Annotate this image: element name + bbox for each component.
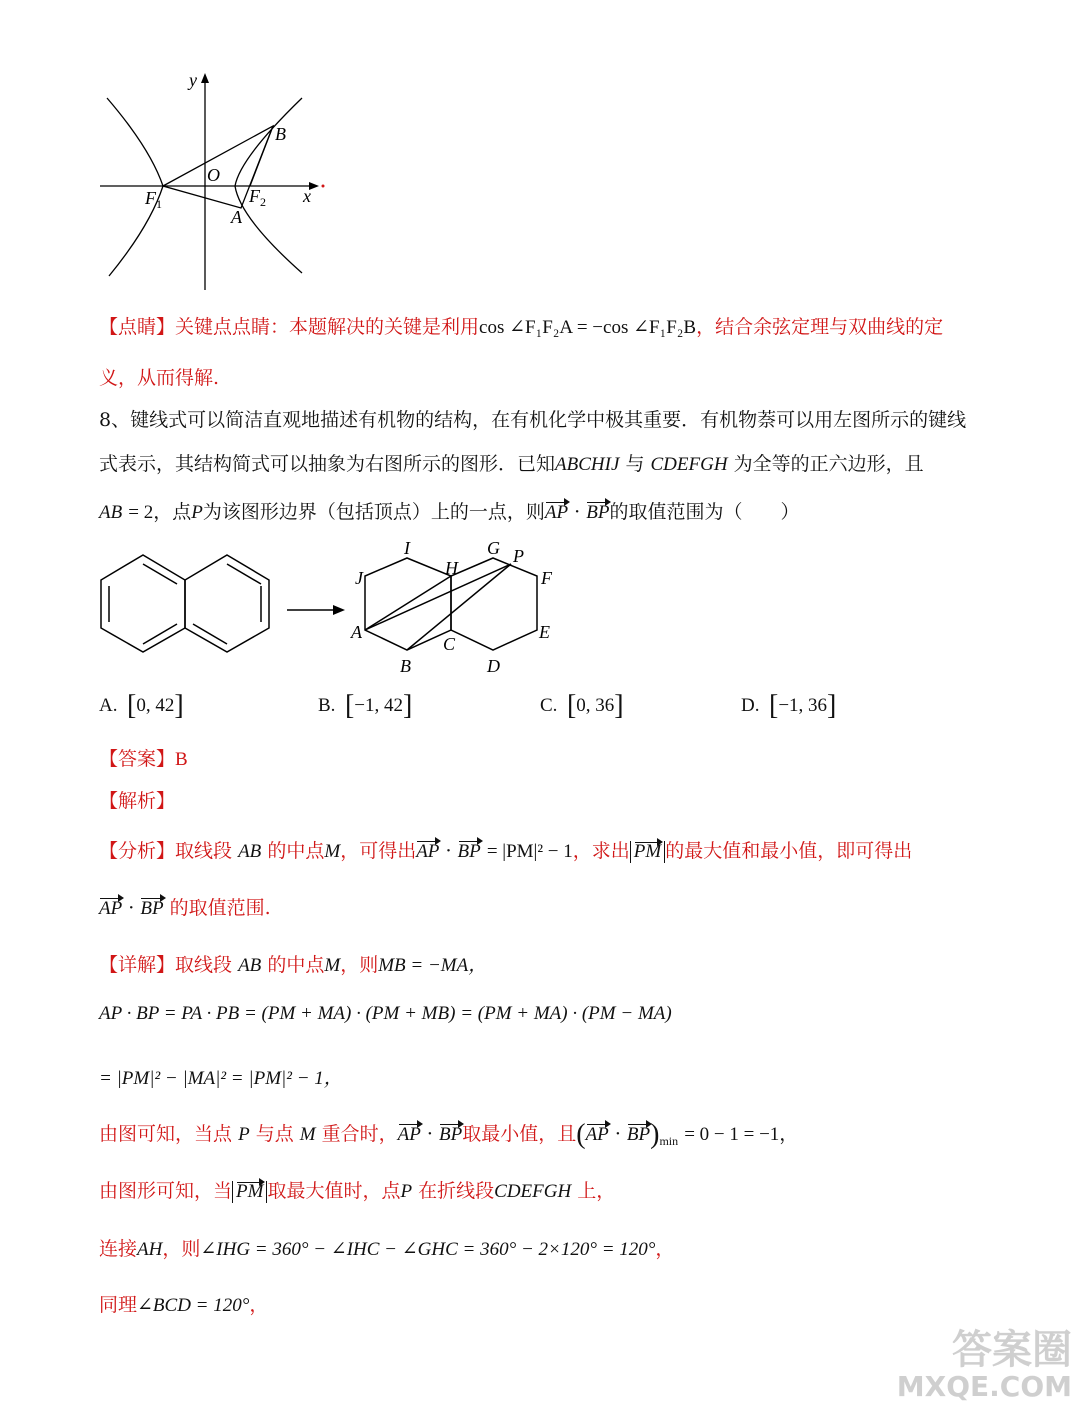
q8-line2: 式表示，其结构简式可以抽象为右图所示的图形．已知ABCHIJ 与 CDEFGH 为全等的正六边形，且	[99, 453, 924, 475]
hex-label-B: B	[400, 656, 411, 676]
option-d[interactable]: D. [−1, 36]	[741, 690, 837, 721]
hex-label-A: A	[351, 622, 362, 642]
dianjing-formula: cos ∠F₁F₂A = −cos ∠F₁F₂B	[479, 317, 697, 338]
hex-label-C: C	[443, 634, 456, 654]
option-b[interactable]: B. [−1, 42]	[318, 690, 413, 721]
dianjing-line2: 义，从而得解.	[99, 367, 220, 389]
hex-label-P: P	[513, 546, 524, 566]
option-a[interactable]: A. [0, 42]	[99, 690, 184, 721]
svg-text:F1	[144, 188, 162, 211]
label-F1: F	[145, 188, 156, 208]
xiangjie-line6: 连接AH，则∠IHG = 360° − ∠IHC − ∠GHC = 360° − 2×120° = 120°，	[99, 1238, 675, 1260]
analysis-tag: 【解析】	[99, 790, 176, 812]
fenxi-line2: AP · BP 的取值范围.	[99, 897, 271, 919]
hex-label-F: F	[541, 568, 552, 588]
hex-label-E: E	[539, 622, 550, 642]
dianjing-tag: 【点睛】	[99, 316, 176, 338]
xiangjie-line5: 由图形可知，当 PM 取最大值时，点P 在折线段CDEFGH 上，	[99, 1180, 616, 1202]
q8-line1: 8、键线式可以简洁直观地描述有机物的结构，在有机化学中极其重要．有机物萘可以用左图所示的键线	[99, 409, 967, 431]
dianjing-text2: ，结合余弦定理与双曲线的定	[696, 316, 944, 338]
svg-text:F2	[248, 186, 266, 209]
option-c[interactable]: C. [0, 36]	[540, 690, 624, 721]
answer-line: 【答案】B	[99, 748, 188, 770]
xiangjie-line7: 同理∠BCD = 120°，	[99, 1294, 269, 1316]
hex-label-I: I	[404, 540, 410, 558]
q8-line3: AB = 2，点P为该图形边界（包括顶点）上的一点，则AP · BP的取值范围为（ ）	[99, 501, 800, 523]
label-F2-sub: 2	[260, 195, 266, 209]
hex-label-H: H	[445, 558, 458, 578]
xiangjie-eq3: = |PM|² − |MA|² = |PM|² − 1，	[99, 1068, 343, 1089]
label-B: B	[275, 124, 286, 144]
label-F2: F	[249, 186, 260, 206]
xiangjie-line4: 由图可知，当点 P 与点 M 重合时，AP · BP取最小值，且$(AP \cdot BP)_{min} = 0 - 1 = -1$，	[99, 1119, 799, 1150]
hex-label-J: J	[355, 568, 363, 588]
label-x: x	[303, 186, 311, 206]
label-O: O	[207, 165, 220, 185]
hex-label-D: D	[487, 656, 500, 676]
fenxi-line1: 【分析】取线段 AB 的中点M，可得出AP · BP = |PM|² − 1，求出 PM 的最大值和最小值，即可得出	[99, 840, 913, 862]
xiangjie-line1: 【详解】取线段 AB 的中点M，则MB = −MA，	[99, 954, 488, 976]
dianjing-line1	[99, 312, 943, 339]
label-F1-sub: 1	[156, 197, 162, 211]
dianjing-text1: 关键点点睛：本题解决的关键是利用	[175, 316, 480, 338]
label-A: A	[231, 207, 242, 227]
hyperbola-figure	[95, 68, 335, 293]
watermark-bottom: MXQE.COM	[896, 1370, 1072, 1403]
naphthalene-figure	[95, 540, 565, 680]
xiangjie-eq2: AP · BP = PA · PB = (PM + MA) · (PM + MB) = (PM + MA) · (PM − MA)	[99, 1003, 672, 1024]
hex-label-G: G	[487, 540, 500, 558]
label-y: y	[189, 70, 197, 90]
watermark-top: 答案圈	[952, 1327, 1072, 1373]
